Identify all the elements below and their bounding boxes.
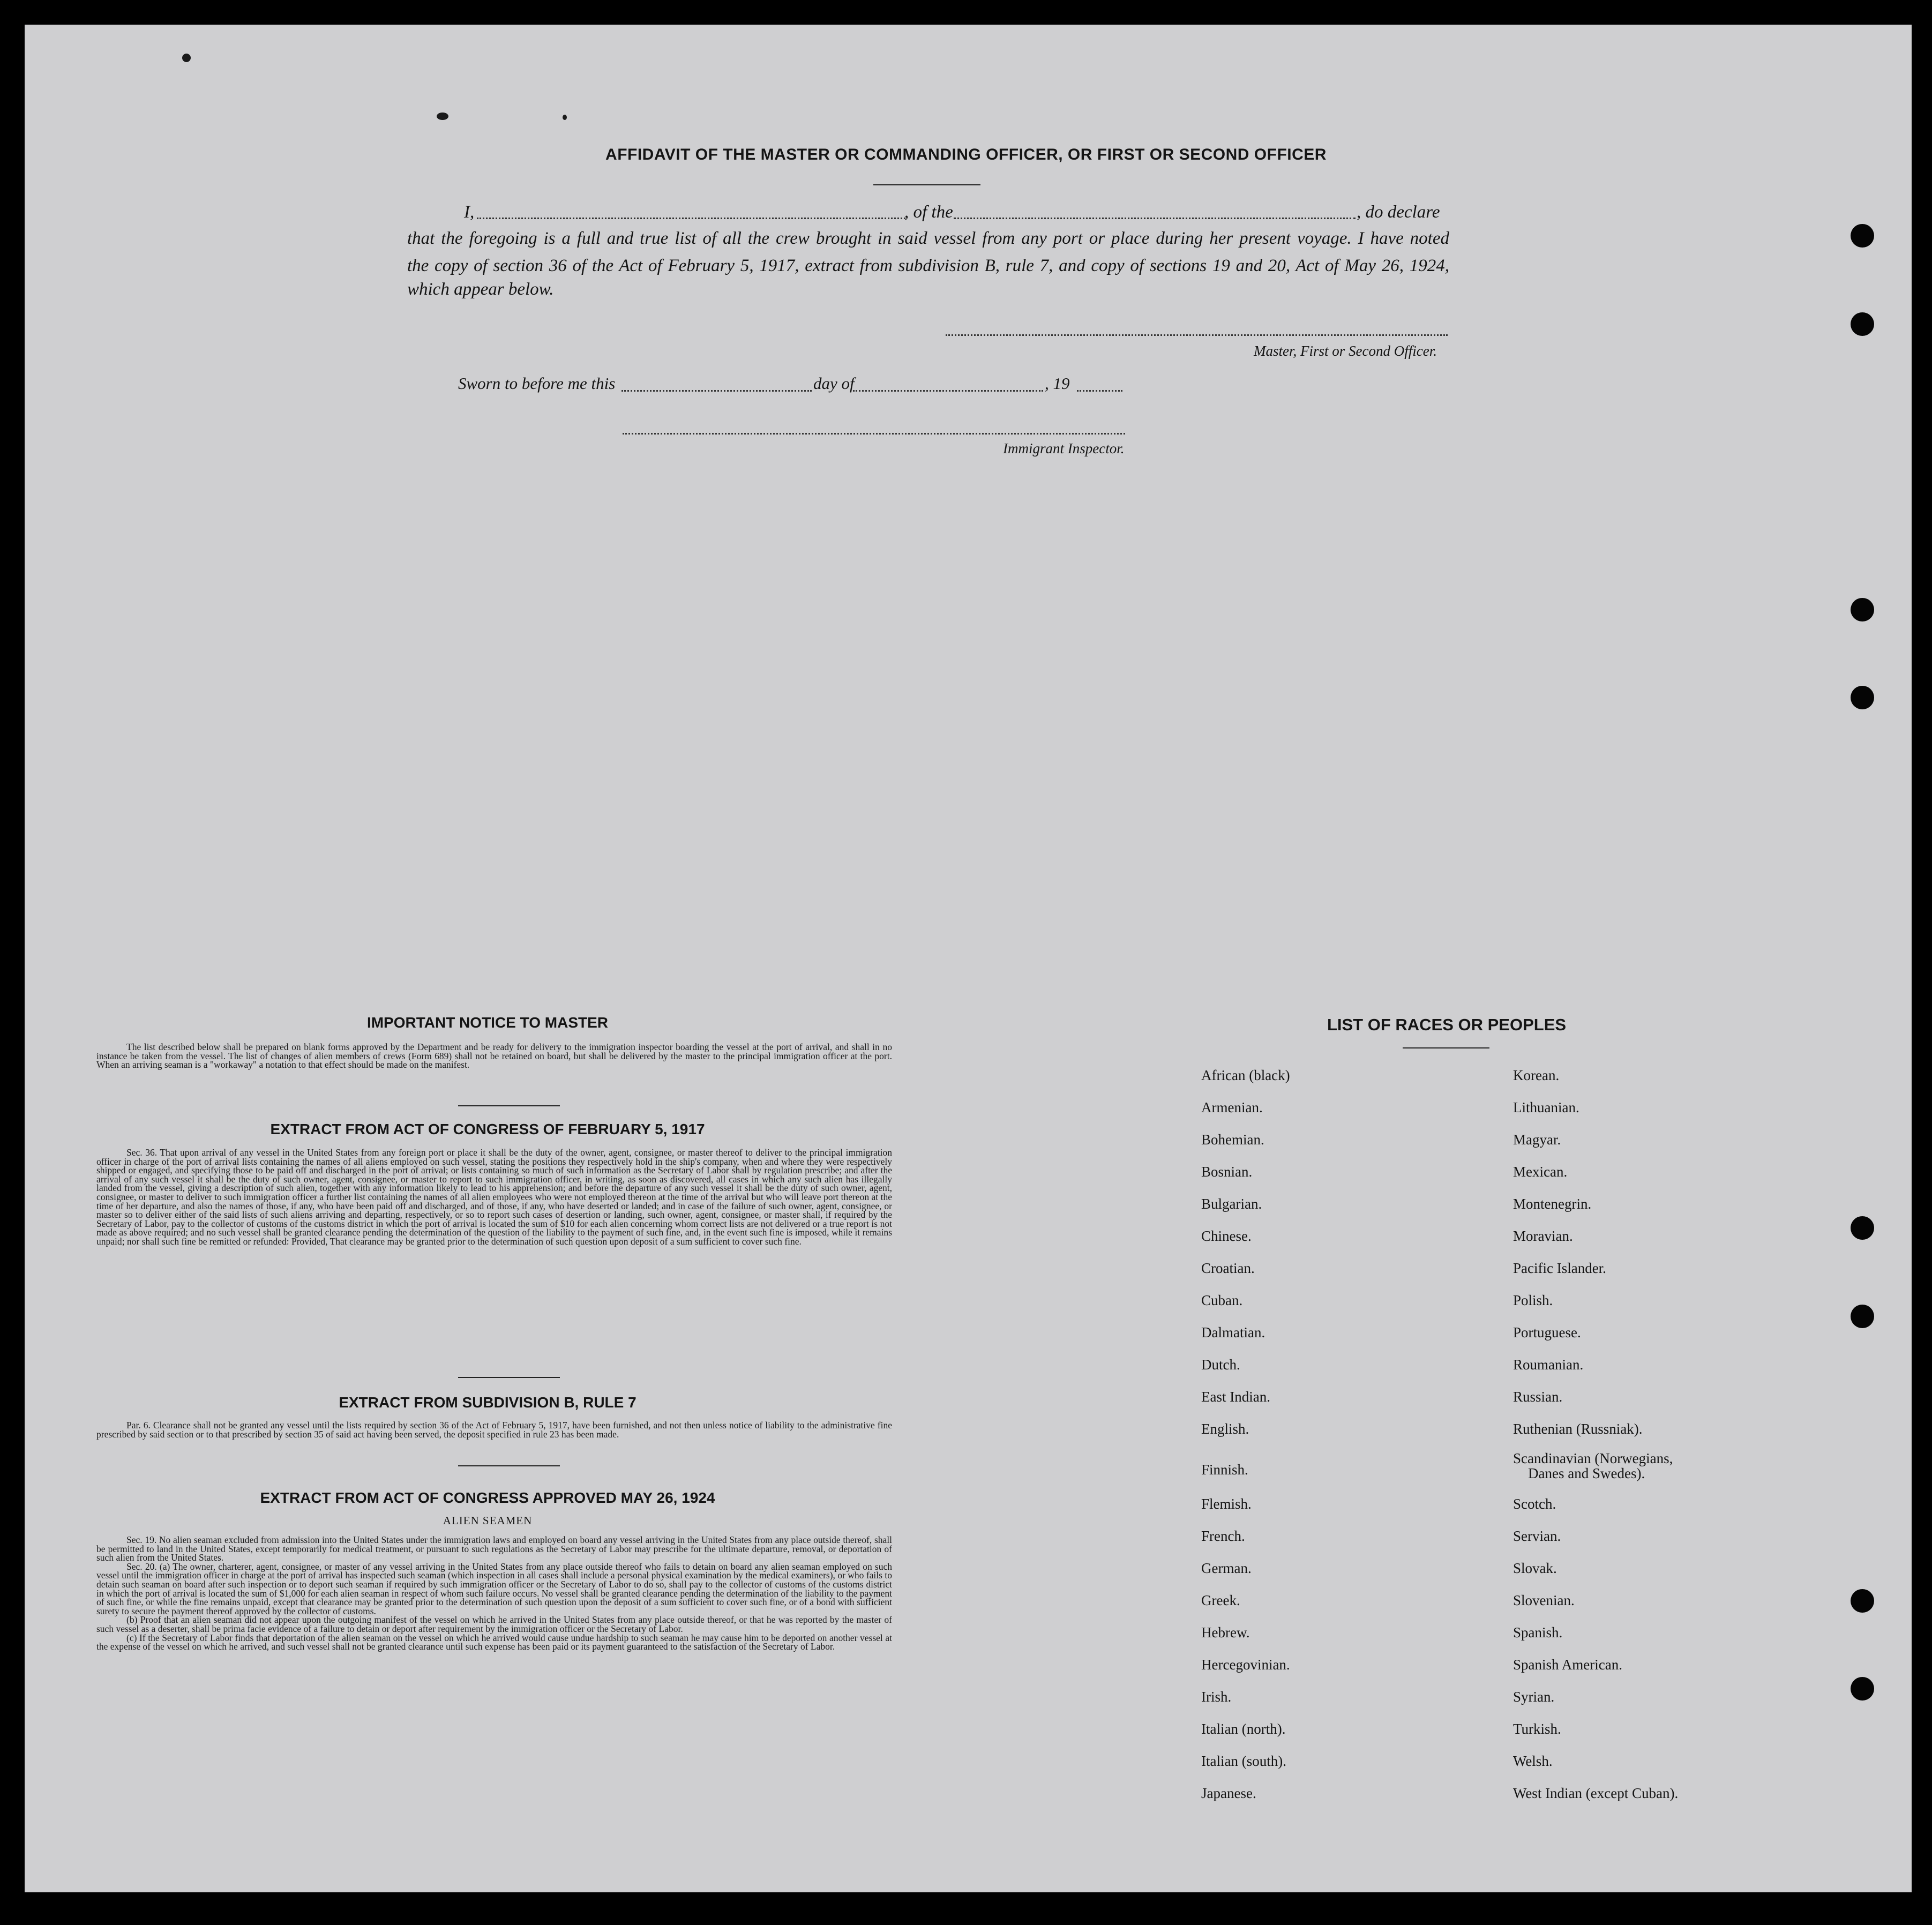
race-item: Cuban. bbox=[1201, 1292, 1243, 1308]
punch-hole-7 bbox=[1851, 1589, 1874, 1613]
sec-20c: (c) If the Secretary of Labor finds that deportation of the alien seaman on the vessel on which he arrived would cause undue hardship to such seaman he may cause him to be deported on another vessel at the expense of the vessel on which he arrived, and such vessel shall not be granted clearance until such expense has been paid or its payment guaranteed to the satisfaction of the Secretary of Labor. bbox=[96, 1632, 892, 1652]
race-item: Scotch. bbox=[1513, 1496, 1556, 1512]
race-item: Flemish. bbox=[1201, 1496, 1252, 1512]
punch-hole-6 bbox=[1851, 1305, 1874, 1328]
race-item: Chinese. bbox=[1201, 1228, 1252, 1244]
inspector-label: Immigrant Inspector. bbox=[1003, 440, 1125, 456]
notice-title: IMPORTANT NOTICE TO MASTER bbox=[366, 1014, 609, 1031]
ink-speck bbox=[182, 54, 191, 62]
races-title: LIST OF RACES OR PEOPLES bbox=[1327, 1015, 1567, 1034]
race-item: Russian. bbox=[1513, 1389, 1563, 1405]
punch-hole-3 bbox=[1851, 598, 1874, 621]
extract-1917-title: EXTRACT FROM ACT OF CONGRESS OF FEBRUARY 5, 1917 bbox=[270, 1121, 705, 1137]
race-item: Italian (north). bbox=[1201, 1721, 1286, 1737]
race-item: Croatian. bbox=[1201, 1260, 1255, 1276]
punch-hole-2 bbox=[1851, 312, 1874, 336]
race-item: Bulgarian. bbox=[1201, 1196, 1262, 1212]
race-item: Magyar. bbox=[1513, 1132, 1561, 1148]
sworn-text: Sworn to before me this bbox=[458, 374, 616, 393]
affidavit-line-1: that the foregoing is a full and true list of all the crew brought in said vessel from any port or place during her present voyage. I have noted bbox=[407, 229, 1449, 248]
race-item: Slovenian. bbox=[1513, 1592, 1575, 1608]
sworn-day-blank[interactable] bbox=[621, 390, 812, 392]
race-item: Welsh. bbox=[1513, 1753, 1553, 1769]
race-item: Hebrew. bbox=[1201, 1624, 1250, 1641]
race-item: Spanish. bbox=[1513, 1624, 1563, 1641]
race-item: Japanese. bbox=[1201, 1785, 1256, 1801]
alien-seamen-subtitle: ALIEN SEAMEN bbox=[443, 1514, 533, 1527]
race-scandinavian-continued: Danes and Swedes). bbox=[1528, 1465, 1645, 1481]
extract-1917-text: Sec. 36. That upon arrival of any vessel in the United States from any foreign port or place it shall be the duty of the owner, agent, consignee, or master thereof to deliver to the principal immigration officer in charge of the port of arrival lists containing the names of all aliens employed on such vessel, stating the positions they respectively hold in the ship's company, when and where they were respectively shipped or engaged, and specifying those to be paid off and discharged in the port of arrival; or lists containing so much of such information as the Secretary of Labor shall by regulation prescribe; and after the arrival of any such vessel it shall be the duty of such owner, agent, consignee, or master to report to such immigration officer, in writing, as soon as discovered, all cases in which any such alien has illegally landed from the vessel, giving a description of such alien, together with any information likely to lead to his apprehension; and before the departure of any such vessel it shall be the duty of such owner, agent, consignee, or master to deliver to such immigration officer a further list containing the names of all alien employees who were not employed thereon at the time of the arrival but who will leave port thereon at the time of her departure, and also the names of those, if any, who have been paid off and discharged, and of those, if any, who have deserted or landed; and in case of the failure of such owner, agent, consignee, or master so to deliver either of the said lists of such aliens arriving and departing, respectively, or so to report such cases of desertion or landing, such owner, agent, consignee, or master shall, if required by the Secretary of Labor, pay to the collector of customs of the customs district in which the port of arrival is located the sum of $10 for each alien concerning whom correct lists are not delivered or a true report is not made as above required; and no such vessel shall be granted clearance pending the determination of the question of the liability to the payment of such fine, and, in the event such fine is imposed, while it remains unpaid; nor shall such fine be remitted or refunded: Provided, That clearance may be granted prior to the determination of such question upon deposit of a sum sufficient to cover such fine. bbox=[96, 1147, 892, 1247]
race-item: Portuguese. bbox=[1513, 1324, 1581, 1340]
punch-hole-8 bbox=[1851, 1677, 1874, 1701]
race-item: Turkish. bbox=[1513, 1721, 1561, 1737]
extract-1924-title: EXTRACT FROM ACT OF CONGRESS APPROVED MAY 26, 1924 bbox=[260, 1489, 715, 1506]
race-item: Dutch. bbox=[1201, 1357, 1240, 1373]
race-item: West Indian (except Cuban). bbox=[1513, 1785, 1679, 1801]
race-item: Ruthenian (Russniak). bbox=[1513, 1421, 1643, 1437]
race-item: Dalmatian. bbox=[1201, 1324, 1265, 1340]
race-item: Finnish. bbox=[1201, 1462, 1248, 1478]
race-item: Montenegrin. bbox=[1513, 1196, 1592, 1212]
race-item: Greek. bbox=[1201, 1592, 1240, 1608]
race-item: French. bbox=[1201, 1528, 1245, 1544]
race-item: Armenian. bbox=[1201, 1099, 1263, 1115]
divider-3 bbox=[458, 1465, 560, 1466]
day-of-text: day of bbox=[813, 374, 855, 393]
race-item: Bohemian. bbox=[1201, 1132, 1264, 1148]
race-item: African (black) bbox=[1201, 1067, 1290, 1083]
title-underline bbox=[873, 184, 980, 185]
ink-speck bbox=[437, 113, 448, 120]
month-blank[interactable] bbox=[853, 390, 1043, 392]
sec-19: Sec. 19. No alien seaman excluded from admission into the United States under the immigration laws and employed on board any vessel arriving in the United States from any place outside thereof, shall be permitted to land in the United States, except temporarily for medical treatment, or pursuant to such regulations as the Secretary of Labor may prescribe for the ultimate departure, removal, or deportation of such alien from the United States. bbox=[96, 1534, 892, 1563]
sec-20a: Sec. 20. (a) The owner, charterer, agent, consignee, or master of any vessel arriving in the United States from any place outside thereof who fails to detain on board any alien seaman employed on such vessel until the immigration officer in charge at the port of arrival has inspected such seaman (which inspection in all cases shall include a personal physical examination by the medical examiners), or who fails to detain such seaman on board after such inspection or to deport such seaman if required by such immigration officer or the Secretary of Labor to do so, shall pay to the collector of customs of the customs district in which the port of arrival is located the sum of $1,000 for each alien seaman in respect of whom such failure occurs. No vessel shall be granted clearance pending the determination of the liability to the payment of such fine, or while the fine remains unpaid, except that clearance may be granted prior to the determination of such question upon the deposit of a sum sufficient to cover such fine, or of a bond with sufficient surety to secure the payment thereof approved by the collector of customs. bbox=[96, 1561, 892, 1616]
divider-1 bbox=[458, 1105, 560, 1106]
affidavit-title: AFFIDAVIT OF THE MASTER OR COMMANDING OFFICER, OR FIRST OR SECOND OFFICER bbox=[605, 146, 1327, 163]
race-item: East Indian. bbox=[1201, 1389, 1270, 1405]
race-item: German. bbox=[1201, 1560, 1252, 1576]
race-item: Polish. bbox=[1513, 1292, 1553, 1308]
affidavit-body bbox=[407, 225, 1449, 280]
sec-20b: (b) Proof that an alien seaman did not appear upon the outgoing manifest of the vessel on which he arrived in the United States from any place outside thereof, or that he was reported by the master of such vessel as a deserter, shall be prima facie evidence of a failure to detain or deport after requirement by the immigration officer or the Secretary of Labor. bbox=[96, 1614, 892, 1634]
race-item: Irish. bbox=[1201, 1689, 1232, 1705]
master-label: Master, First or Second Officer. bbox=[1254, 343, 1437, 359]
affidavit-i: I, bbox=[464, 203, 475, 222]
race-item: Moravian. bbox=[1513, 1228, 1573, 1244]
extract-1924-text bbox=[96, 1535, 892, 1651]
race-item: Slovak. bbox=[1513, 1560, 1557, 1576]
race-item: Hercegovinian. bbox=[1201, 1657, 1290, 1673]
punch-hole-4 bbox=[1851, 686, 1874, 709]
race-item: Scandinavian (Norwegians, bbox=[1513, 1450, 1673, 1466]
race-item: Lithuanian. bbox=[1513, 1099, 1579, 1115]
notice-text: The list described below shall be prepared on blank forms approved by the Department and be ready for delivery to the immigration inspector boarding the vessel at the port of arrival, and shall in no instance be taken from the vessel. The list of changes of alien members of crews (Form 689) shall not be retained on board, but shall be delivered by the master to the principal immigration officer at the port. When an arriving seaman is a "workaway" a notation to that effect should be made on the manifest. bbox=[96, 1042, 892, 1070]
affidavit-line-3: which appear below. bbox=[407, 280, 554, 299]
ink-speck bbox=[563, 115, 567, 120]
rule7-title: EXTRACT FROM SUBDIVISION B, RULE 7 bbox=[339, 1394, 636, 1411]
vessel-blank[interactable] bbox=[954, 218, 1356, 219]
race-item: Spanish American. bbox=[1513, 1657, 1622, 1673]
affidavit-do-declare: , do declare bbox=[1357, 203, 1440, 222]
race-item: Mexican. bbox=[1513, 1164, 1568, 1180]
year-text: , 19 bbox=[1045, 374, 1070, 393]
rule7-text: Par. 6. Clearance shall not be granted any vessel until the lists required by section 36 of the Act of February 5, 1917, have been furnished, and not then unless notice of liability to the administrative fine prescribed by said section or to that prescribed by section 35 of said act having been served, the deposit specified in rule 23 has been made. bbox=[96, 1420, 892, 1440]
race-item: Bosnian. bbox=[1201, 1164, 1253, 1180]
race-item: Pacific Islander. bbox=[1513, 1260, 1606, 1276]
race-item: Roumanian. bbox=[1513, 1357, 1584, 1373]
affidavit-of-the: , of the bbox=[904, 203, 953, 222]
name-blank[interactable] bbox=[477, 218, 905, 219]
master-signature-line[interactable] bbox=[946, 334, 1448, 336]
punch-hole-5 bbox=[1851, 1216, 1874, 1240]
races-underline bbox=[1403, 1047, 1489, 1048]
punch-hole-1 bbox=[1851, 224, 1874, 248]
race-item: Italian (south). bbox=[1201, 1753, 1286, 1769]
affidavit-line-2: the copy of section 36 of the Act of February 5, 1917, extract from subdivision B, rule 7, and copy of sections 19 and 20, Act of May 26, 1924, bbox=[407, 256, 1449, 275]
divider-2 bbox=[458, 1377, 560, 1378]
race-item: Syrian. bbox=[1513, 1689, 1555, 1705]
race-item: Korean. bbox=[1513, 1067, 1560, 1083]
race-item: English. bbox=[1201, 1421, 1249, 1437]
race-item: Servian. bbox=[1513, 1528, 1561, 1544]
inspector-signature-line[interactable] bbox=[623, 433, 1125, 435]
year-blank[interactable] bbox=[1077, 390, 1122, 392]
